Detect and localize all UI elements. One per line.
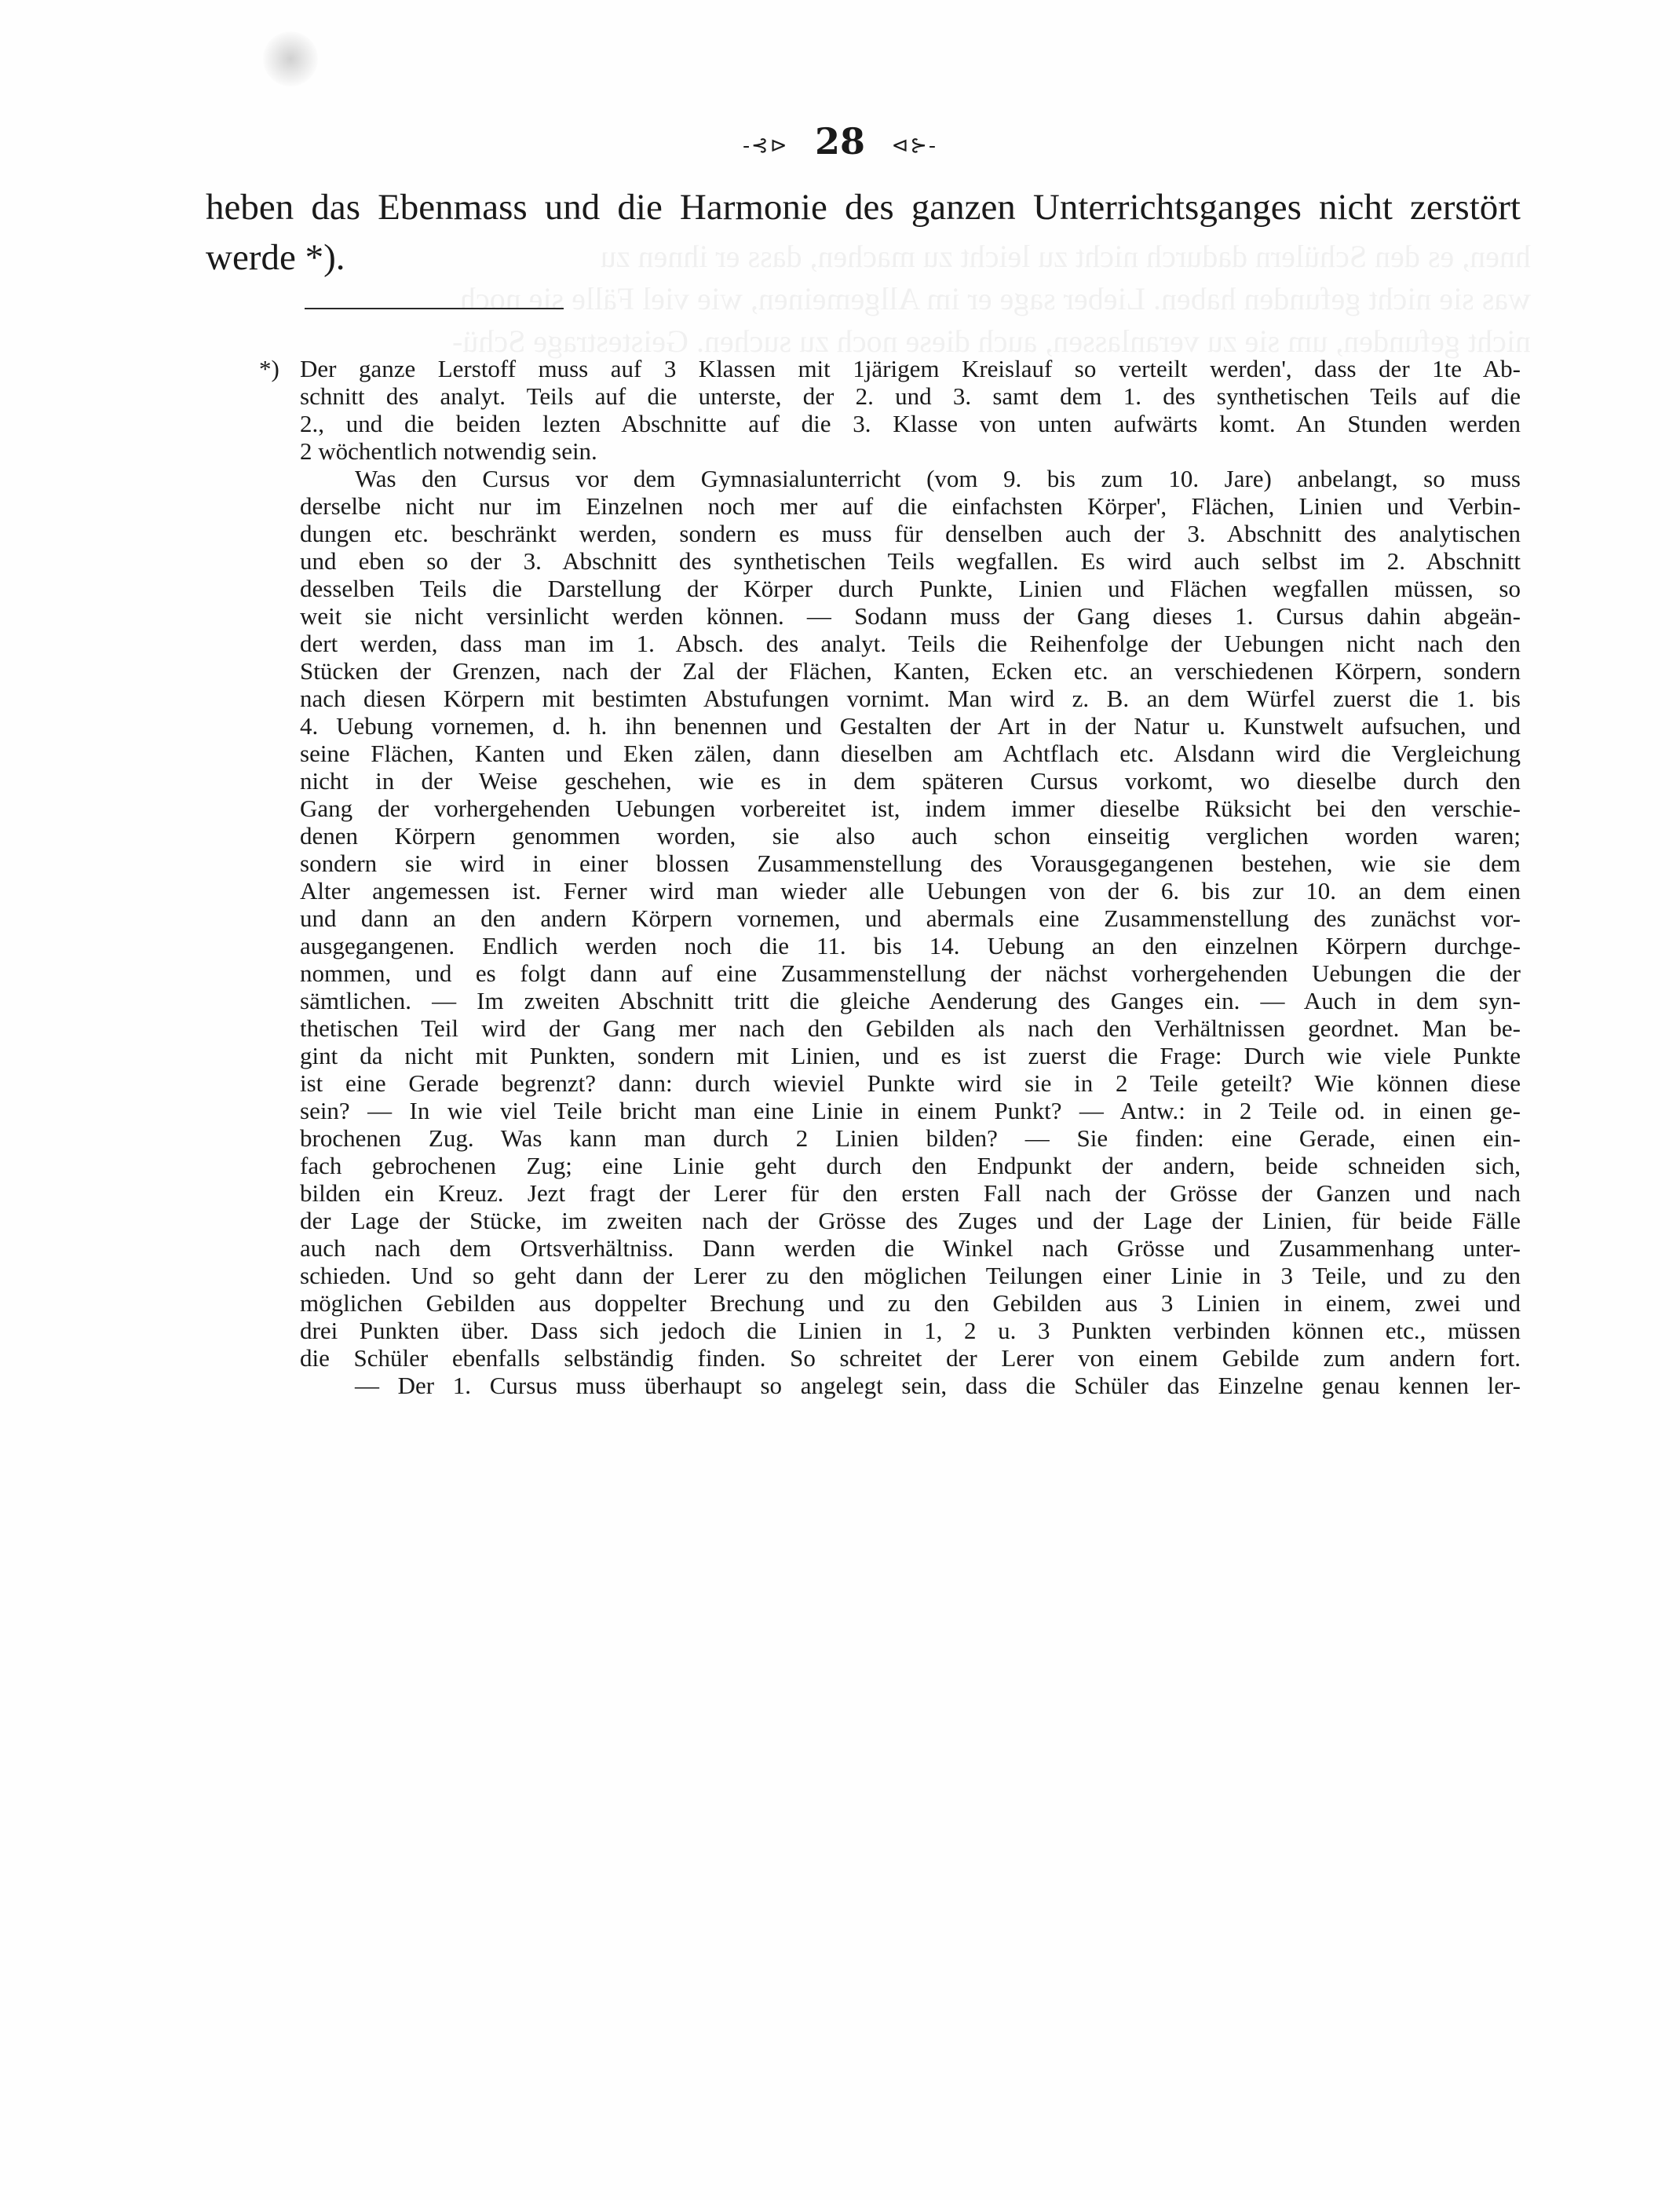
footnote-line: und eben so der 3. Abschnitt des synthetischen Teils wegfallen. Es wird auch selbst im 2. Abschnitt [300, 547, 1521, 575]
footnote-line: bilden ein Kreuz. Jezt fragt der Lerer für den ersten Fall nach der Grösse der Ganzen und nach [300, 1179, 1521, 1207]
footnote-line: 4. Uebung vornemen, d. h. ihn benennen und Gestalten der Art in der Natur u. Kunstwelt aufsuchen, und [300, 712, 1521, 740]
ornament-left: -⊰⊳ [743, 133, 789, 157]
ornament-right: ⊲⊱- [891, 133, 937, 157]
ink-smudge [263, 31, 318, 86]
footnote-line: sein? — In wie viel Teile bricht man eine Linie in einem Punkt? — Antw.: in 2 Teile od. in einen ge- [300, 1097, 1521, 1124]
page-header [0, 118, 1680, 169]
footnote-line: Der ganze Lerstoff muss auf 3 Klassen mit 1järigem Kreislauf so verteilt werden', dass der 1te Ab- [300, 355, 1521, 382]
footnote [259, 355, 1521, 1399]
footnote-line: 2., und die beiden lezten Abschnitte auf die 3. Klasse von unten aufwärts komt. An Stunden werden [300, 410, 1521, 437]
footnote-line: ausgegangenen. Endlich werden noch die 11. bis 14. Uebung an den einzelnen Körpern durchge- [300, 932, 1521, 959]
footnote-marker: *) [259, 355, 279, 382]
footnote-line: Alter angemessen ist. Ferner wird man wieder alle Uebungen von der 6. bis zur 10. an dem einen [300, 877, 1521, 904]
footnote-line: nommen, und es folgt dann auf eine Zusammenstellung der nächst vorhergehenden Uebungen die der [300, 959, 1521, 987]
bleed-through-text: hnen, es den Schülern dadurch nicht zu leicht zu machen, dass er ihnen zu was sie nicht gefunden haben. Lieber sage er im Allgemeinen, wie viel Fälle sie noch nicht gefunden, um sie zu veranlassen, auch diese noch zu suchen. Geistestrage Schü- [452, 239, 1531, 359]
footnote-line: und dann an den andern Körpern vornemen, und abermals eine Zusammenstellung des zunächst vor- [300, 904, 1521, 932]
footnote-line: dungen etc. beschränkt werden, sondern es muss für denselben auch der 3. Abschnitt des analytischen [300, 520, 1521, 547]
footnote-line: fach gebrochenen Zug; eine Linie geht durch den Endpunkt der andern, beide schneiden sich, [300, 1152, 1521, 1179]
footnote-line: derselbe nicht nur im Einzelnen noch mer auf die einfachsten Körper', Flächen, Linien und Verbin- [300, 492, 1521, 520]
footnote-line: seine Flächen, Kanten und Eken zälen, dann dieselben am Achtflach etc. Alsdann wird die Vergleichung [300, 740, 1521, 767]
footnote-line: auch nach dem Ortsverhältniss. Dann werden die Winkel nach Grösse und Zusammenhang unter- [300, 1234, 1521, 1262]
footnote-line: gint da nicht mit Punkten, sondern mit Linien, und es ist zuerst die Frage: Durch wie viele Punkte [300, 1042, 1521, 1069]
footnote-line: drei Punkten über. Dass sich jedoch die Linien in 1, 2 u. 3 Punkten verbinden können etc., müssen [300, 1317, 1521, 1344]
footnote-line: möglichen Gebilden aus doppelter Brechung und zu den Gebilden aus 3 Linien in einem, zwei und [300, 1289, 1521, 1317]
footnote-line: ist eine Gerade begrenzt? dann: durch wieviel Punkte wird sie in 2 Teile geteilt? Wie können diese [300, 1069, 1521, 1097]
footnote-line: nach diesen Körpern mit bestimten Abstufungen vornimt. Man wird z. B. an dem Würfel zuerst die 1. bis [300, 685, 1521, 712]
footnote-line: denen Körpern genommen worden, sie also auch schon einseitig verglichen worden waren; [300, 822, 1521, 850]
footnote-line: sämtlichen. — Im zweiten Abschnitt tritt die gleiche Aenderung des Ganges ein. — Auch in dem syn- [300, 987, 1521, 1014]
main-text-line: heben das Ebenmass und die Harmonie des ganzen Unterrichtsganges nicht zerstört [206, 187, 1521, 228]
footnote-body [259, 355, 1521, 1399]
footnote-line: die Schüler ebenfalls selbständig finden. So schreitet der Lerer von einem Gebilde zum andern fort. [300, 1344, 1521, 1372]
footnote-line: brochenen Zug. Was kann man durch 2 Linien bilden? — Sie finden: eine Gerade, einen ein- [300, 1124, 1521, 1152]
footnote-line: sondern sie wird in einer blossen Zusammenstellung des Vorausgegangenen bestehen, wie sie dem [300, 850, 1521, 877]
footnote-line: nicht in der Weise geschehen, wie es in dem späteren Cursus vorkomt, wo dieselbe durch den [300, 767, 1521, 795]
main-text-line: werde *). [206, 237, 345, 278]
footnote-line: Was den Cursus vor dem Gymnasialunterricht (vom 9. bis zum 10. Jare) anbelangt, so muss [355, 465, 1521, 492]
footnote-line: desselben Teils die Darstellung der Körper durch Punkte, Linien und Flächen wegfallen müssen, so [300, 575, 1521, 602]
footnote-line: dert werden, dass man im 1. Absch. des analyt. Teils die Reihenfolge der Uebungen nicht nach den [300, 630, 1521, 657]
footnote-separator-rule [305, 308, 564, 309]
footnote-line: thetischen Teil wird der Gang mer nach den Gebilden als nach den Verhältnissen geordnet. Man be- [300, 1014, 1521, 1042]
footnote-line: schnitt des analyt. Teils auf die unterste, der 2. und 3. samt dem 1. des synthetischen Teils auf die [300, 382, 1521, 410]
footnote-line: der Lage der Stücke, im zweiten nach der Grösse des Zuges und der Lage der Linien, für beide Fälle [300, 1207, 1521, 1234]
page-number: 28 [814, 120, 865, 163]
footnote-line: Stücken der Grenzen, nach der Zal der Flächen, Kanten, Ecken etc. an verschiedenen Körpern, sondern [300, 657, 1521, 685]
footnote-line: 2 wöchentlich notwendig sein. [300, 437, 597, 465]
main-text [206, 182, 1521, 283]
footnote-line: Gang der vorhergehenden Uebungen vorbereitet ist, indem immer dieselbe Rüksicht bei den verschie- [300, 795, 1521, 822]
footnote-line: schieden. Und so geht dann der Lerer zu den möglichen Teilungen einer Linie in 3 Teile, und zu den [300, 1262, 1521, 1289]
footnote-line: — Der 1. Cursus muss überhaupt so angelegt sein, dass die Schüler das Einzelne genau kennen ler- [355, 1372, 1521, 1399]
footnote-line: weit sie nicht versinlicht werden können. — Sodann muss der Gang dieses 1. Cursus dahin abgeän- [300, 602, 1521, 630]
